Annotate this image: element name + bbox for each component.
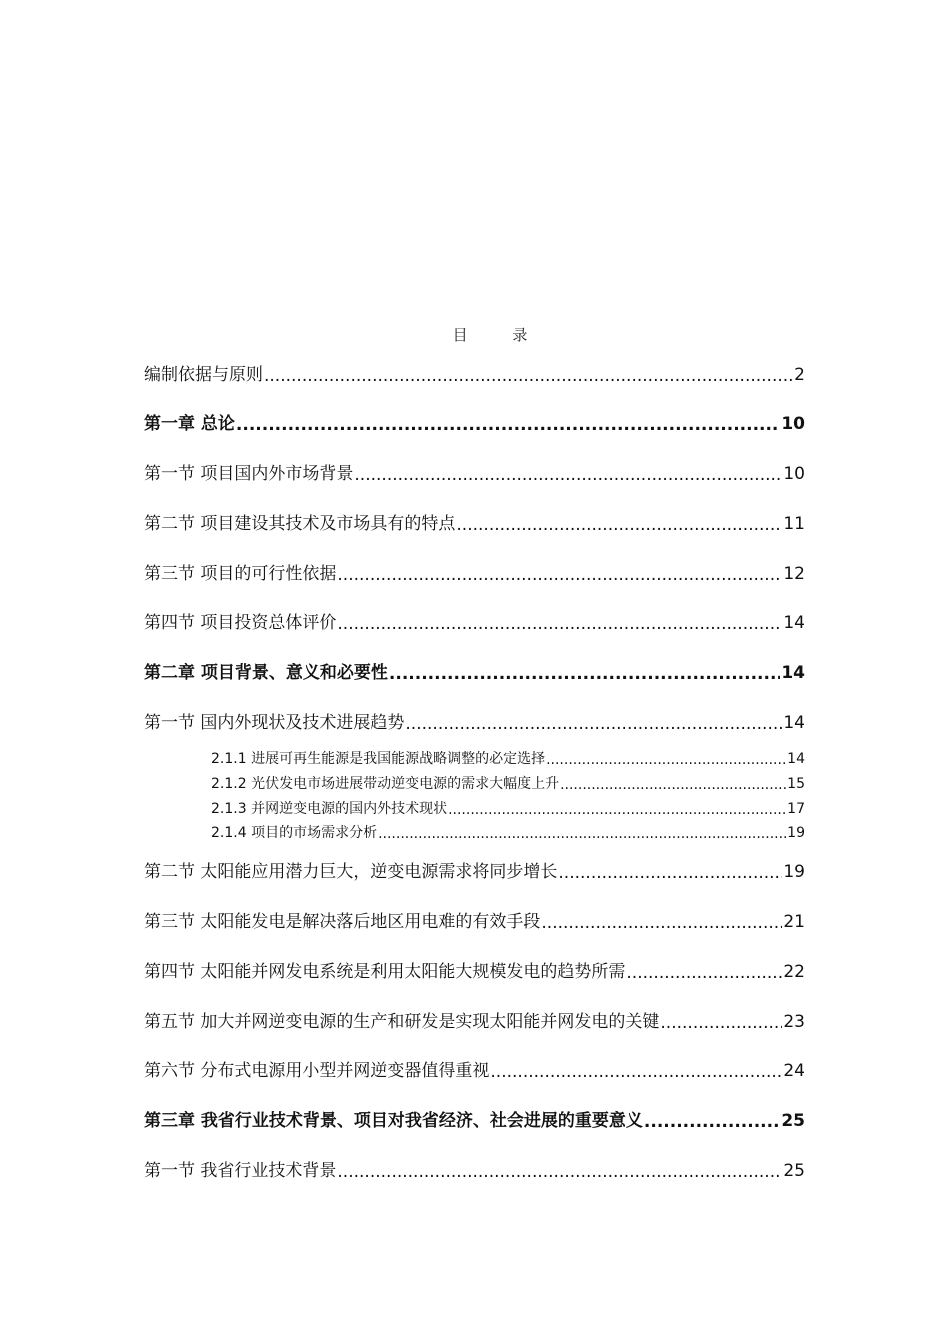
toc-dot-leader (560, 780, 786, 794)
toc-dot-leader (405, 718, 782, 735)
toc-entry-label: 第二节 太阳能应用潜力巨大，逆变电源需求将同步增长 (144, 862, 558, 882)
toc-entry-ch2-sec2[interactable] (144, 860, 805, 884)
toc-entry-page: 17 (787, 801, 805, 817)
toc-entry-page: 10 (783, 464, 805, 484)
toc-dot-leader (541, 917, 782, 934)
toc-entry-ch2-sec4[interactable] (144, 960, 805, 984)
toc-entry-ch2-sec3[interactable] (144, 910, 805, 934)
toc-entry-page: 22 (783, 962, 805, 982)
toc-dot-leader (337, 618, 782, 635)
toc-entry-chapter-2[interactable] (144, 661, 805, 685)
toc-dot-leader (337, 1166, 782, 1183)
toc-entry-label: 第一章 总论 (144, 414, 235, 434)
toc-entry-page: 2 (794, 365, 805, 385)
toc-entry-ch2-sec6[interactable] (144, 1059, 805, 1083)
toc-dot-leader (236, 419, 780, 436)
toc-dot-leader (626, 967, 782, 984)
toc-dot-leader (644, 1116, 780, 1133)
toc-dot-leader (546, 755, 786, 769)
toc-entry-page: 14 (783, 613, 805, 633)
toc-entry-chapter-3[interactable] (144, 1109, 805, 1133)
toc-dot-leader (378, 829, 786, 843)
toc-entry-label: 2.1.1 进展可再生能源是我国能源战略调整的必定选择 (211, 751, 546, 767)
toc-entry-ch2-sec5[interactable] (144, 1010, 805, 1034)
toc-entry-2-1-1[interactable] (211, 749, 805, 769)
toc-entry-label: 第三节 太阳能发电是解决落后地区用电难的有效手段 (144, 912, 541, 932)
toc-entry-page: 24 (783, 1061, 805, 1081)
toc-entry-chapter-1[interactable] (144, 412, 805, 436)
toc-dot-leader (448, 805, 786, 819)
toc-dot-leader (354, 469, 782, 486)
toc-entry-page: 25 (781, 1111, 805, 1131)
toc-entry-page: 14 (787, 751, 805, 767)
toc-entry-label: 第二章 项目背景、意义和必要性 (144, 663, 388, 683)
toc-entry-label: 2.1.4 项目的市场需求分析 (211, 825, 378, 841)
toc-entry-label: 第六节 分布式电源用小型并网逆变器值得重视 (144, 1061, 490, 1081)
toc-dot-leader (660, 1017, 782, 1034)
toc-entry-page: 14 (781, 663, 805, 683)
toc-entry-page: 25 (783, 1161, 805, 1181)
toc-entry-page: 14 (783, 713, 805, 733)
toc-entry-page: 23 (783, 1012, 805, 1032)
toc-entry-page: 21 (783, 912, 805, 932)
toc-dot-leader (456, 519, 782, 536)
toc-entry-label: 2.1.2 光伏发电市场进展带动逆变电源的需求大幅度上升 (211, 776, 560, 792)
toc-entry-ch1-sec4[interactable] (144, 611, 805, 635)
toc-entry-page: 12 (783, 564, 805, 584)
toc-title: 目 录 (452, 326, 548, 344)
toc-entry-label: 第五节 加大并网逆变电源的生产和研发是实现太阳能并网发电的关键 (144, 1012, 660, 1032)
toc-entry-2-1-2[interactable] (211, 774, 805, 794)
toc-entry-label: 第一节 国内外现状及技术进展趋势 (144, 713, 405, 733)
toc-entry-page: 10 (781, 414, 805, 434)
toc-entry-label: 第四节 项目投资总体评价 (144, 613, 337, 633)
toc-dot-leader (490, 1066, 782, 1083)
toc-dot-leader (337, 569, 782, 586)
toc-entry-compilation-basis[interactable] (144, 363, 805, 387)
toc-entry-ch2-sec1[interactable] (144, 711, 805, 735)
toc-entry-label: 2.1.3 并网逆变电源的国内外技术现状 (211, 801, 448, 817)
toc-dot-leader (558, 867, 782, 884)
toc-entry-ch1-sec3[interactable] (144, 562, 805, 586)
toc-entry-page: 11 (783, 514, 805, 534)
toc-entry-page: 15 (787, 776, 805, 792)
toc-entry-2-1-4[interactable] (211, 823, 805, 843)
toc-entry-label: 第四节 太阳能并网发电系统是利用太阳能大规模发电的趋势所需 (144, 962, 626, 982)
toc-entry-2-1-3[interactable] (211, 799, 805, 819)
toc-entry-label: 第二节 项目建设其技术及市场具有的特点 (144, 514, 456, 534)
toc-entry-page: 19 (787, 825, 805, 841)
toc-entry-ch1-sec2[interactable] (144, 512, 805, 536)
toc-entry-ch1-sec1[interactable] (144, 462, 805, 486)
toc-entry-page: 19 (783, 862, 805, 882)
toc-entry-label: 第一节 我省行业技术背景 (144, 1161, 337, 1181)
toc-dot-leader (264, 370, 793, 387)
toc-entry-label: 第三节 项目的可行性依据 (144, 564, 337, 584)
toc-entry-label: 第一节 项目国内外市场背景 (144, 464, 354, 484)
toc-entry-label: 第三章 我省行业技术背景、项目对我省经济、社会进展的重要意义 (144, 1111, 643, 1131)
toc-dot-leader (389, 668, 780, 685)
toc-entry-ch3-sec1[interactable] (144, 1159, 805, 1183)
toc-entry-label: 编制依据与原则 (144, 365, 263, 385)
